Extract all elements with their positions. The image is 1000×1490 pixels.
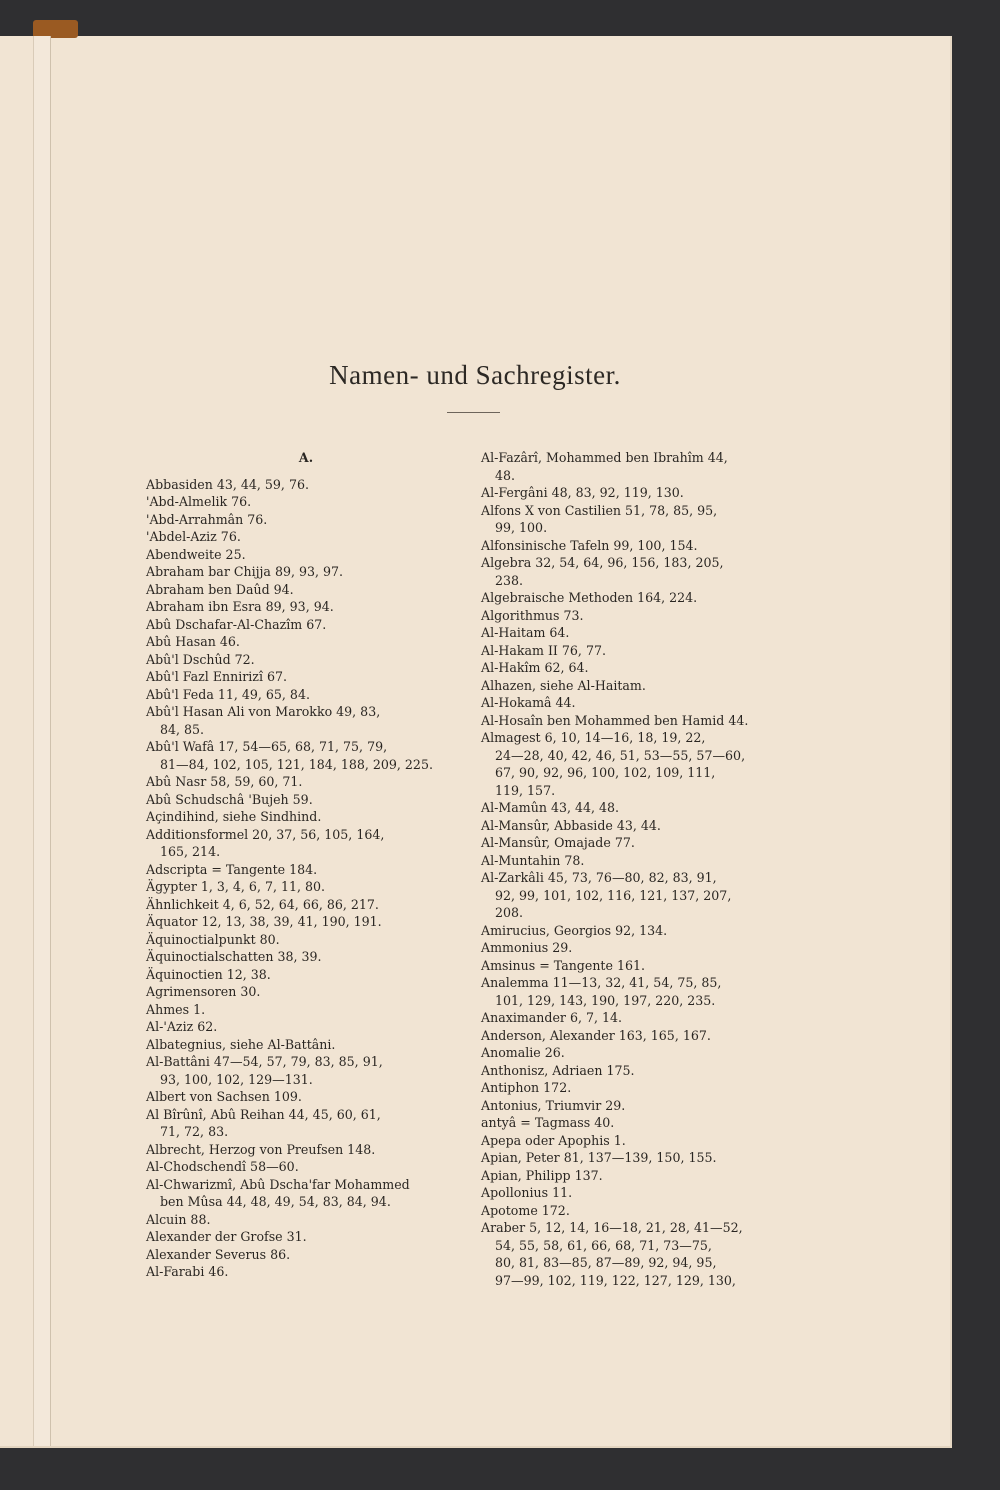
entry-line: Anaximander 6, 7, 14.	[481, 1010, 623, 1025]
entry-line: Abû'l Hasan Ali von Marokko 49, 83,	[146, 704, 381, 719]
index-entry	[146, 896, 476, 914]
entry-line: Äquinoctialschatten 38, 39.	[146, 949, 322, 964]
title-divider	[447, 412, 500, 413]
index-entry	[481, 624, 811, 642]
entry-line: Almagest 6, 10, 14—16, 18, 19, 22,	[481, 730, 706, 745]
entry-line: Algorithmus 73.	[481, 607, 584, 623]
entry-continuation-line: ben Mûsa 44, 48, 49, 54, 83, 84, 94.	[160, 1194, 391, 1209]
entry-line: Al-Chwarizmî, Abû Dscha'far Mohammed	[146, 1176, 410, 1192]
entry-line: Algebraische Methoden 164, 224.	[481, 590, 698, 605]
entry-line: Antonius, Triumvir 29.	[481, 1097, 626, 1113]
index-entry	[146, 1018, 476, 1036]
index-entry	[146, 966, 476, 984]
index-entry	[146, 1176, 476, 1211]
index-entry	[481, 1009, 811, 1027]
entry-continuation-line: 84, 85.	[160, 721, 205, 737]
entry-line: Al Bîrûnî, Abû Reihan 44, 45, 60, 61,	[146, 1106, 381, 1122]
entry-continuation-line: 238.	[495, 572, 524, 588]
entry-continuation-line: 165, 214.	[160, 844, 221, 859]
entry-line: Al-Mansûr, Omajade 77.	[481, 835, 635, 850]
entry-line: Agrimensoren 30.	[146, 984, 261, 999]
entry-line: Al-Battâni 47—54, 57, 79, 83, 85, 91,	[146, 1054, 383, 1069]
index-entry	[481, 1114, 811, 1132]
index-entry	[146, 913, 476, 931]
entry-line: Abû'l Fazl Ennirizî 67.	[146, 669, 288, 684]
entry-line: Anderson, Alexander 163, 165, 167.	[481, 1027, 711, 1043]
entry-line: Apian, Peter 81, 137—139, 150, 155.	[481, 1150, 717, 1165]
index-entry	[146, 791, 476, 809]
entry-line: Al-Muntahin 78.	[481, 852, 585, 868]
entry-continuation-line: 99, 100.	[495, 520, 548, 535]
entry-line: Al-Hokamâ 44.	[481, 695, 576, 710]
entry-line: Al-Hosaîn ben Mohammed ben Hamid 44.	[481, 712, 749, 728]
index-entry	[481, 1132, 811, 1150]
entry-line: Abendweite 25.	[146, 546, 246, 562]
index-entry	[481, 1219, 811, 1289]
index-entry	[481, 1062, 811, 1080]
entry-continuation-line: 93, 100, 102, 129—131.	[160, 1071, 313, 1087]
entry-line: Amsinus = Tangente 161.	[481, 957, 645, 973]
entry-line: Albrecht, Herzog von Preufsen 148.	[146, 1141, 376, 1157]
index-entry	[146, 1053, 476, 1088]
index-entry	[481, 694, 811, 712]
index-entry	[481, 1202, 811, 1220]
entry-line: 'Abd-Arrahmân 76.	[146, 511, 268, 527]
entry-line: Ägypter 1, 3, 4, 6, 7, 11, 80.	[146, 879, 326, 894]
index-entry	[146, 1263, 476, 1281]
index-entry	[146, 931, 476, 949]
entry-line: 'Abdel-Aziz 76.	[146, 529, 241, 544]
index-entry	[146, 546, 476, 564]
index-entry	[146, 1088, 476, 1106]
entry-line: Amirucius, Georgios 92, 134.	[481, 922, 668, 938]
index-entry	[146, 528, 476, 546]
index-entry	[146, 878, 476, 896]
entry-line: Anomalie 26.	[481, 1045, 565, 1060]
entry-line: Abû Dschafar-Al-Chazîm 67.	[146, 616, 327, 632]
entry-line: Açindihind, siehe Sindhind.	[146, 809, 322, 824]
index-column-left	[146, 449, 476, 1281]
index-entry	[481, 659, 811, 677]
entry-line: Abraham ibn Esra 89, 93, 94.	[146, 599, 334, 614]
entry-line: Abû Nasr 58, 59, 60, 71.	[146, 774, 303, 789]
book-spine	[33, 36, 51, 1446]
entry-line: Abû'l Feda 11, 49, 65, 84.	[146, 686, 310, 702]
index-entry	[146, 1001, 476, 1019]
index-entry	[146, 808, 476, 826]
index-entry	[481, 939, 811, 957]
entry-line: Al-Fazârî, Mohammed ben Ibrahîm 44,	[481, 450, 728, 465]
entry-continuation-line: 92, 99, 101, 102, 116, 121, 137, 207,	[495, 887, 732, 903]
index-entry	[481, 1097, 811, 1115]
index-entry	[146, 1158, 476, 1176]
entry-line: Adscripta = Tangente 184.	[146, 861, 318, 877]
entry-line: Al-Farabi 46.	[146, 1264, 229, 1279]
index-entry	[481, 449, 811, 484]
entry-continuation-line: 48.	[495, 467, 516, 483]
entry-line: Antiphon 172.	[481, 1080, 572, 1095]
entry-line: Al-Zarkâli 45, 73, 76—80, 82, 83, 91,	[481, 870, 717, 885]
page-title: Namen- und Sachregister.	[329, 360, 621, 390]
index-entry	[146, 983, 476, 1001]
index-entry	[146, 1211, 476, 1229]
entry-line: Al-Mansûr, Abbaside 43, 44.	[481, 817, 661, 833]
entry-line: Alexander Severus 86.	[146, 1246, 291, 1262]
entry-line: Additionsformel 20, 37, 56, 105, 164,	[146, 826, 385, 842]
entry-continuation-line: 24—28, 40, 42, 46, 51, 53—55, 57—60,	[495, 747, 746, 763]
entry-line: Al-Fergâni 48, 83, 92, 119, 130.	[481, 485, 684, 500]
entry-line: Abbasiden 43, 44, 59, 76.	[146, 476, 309, 492]
index-entry	[146, 948, 476, 966]
entry-line: Apollonius 11.	[481, 1185, 573, 1200]
entry-line: Al-Mamûn 43, 44, 48.	[481, 800, 620, 815]
index-entry	[481, 974, 811, 1009]
index-entry	[146, 651, 476, 669]
entry-line: Alexander der Grofse 31.	[146, 1229, 307, 1244]
index-entry	[481, 589, 811, 607]
index-entry	[146, 598, 476, 616]
entry-line: Alfons X von Castilien 51, 78, 85, 95,	[481, 502, 718, 518]
index-entry	[146, 563, 476, 581]
entry-line: Ähnlichkeit 4, 6, 52, 64, 66, 86, 217.	[146, 896, 379, 912]
index-entry	[481, 852, 811, 870]
index-column-right	[481, 449, 811, 1289]
index-entry	[481, 1079, 811, 1097]
entry-continuation-line: 97—99, 102, 119, 122, 127, 129, 130,	[495, 1272, 736, 1288]
entry-line: Al-Haitam 64.	[481, 625, 570, 640]
index-entry	[481, 712, 811, 730]
entry-continuation-line: 71, 72, 83.	[160, 1124, 229, 1139]
entry-line: Äquinoctialpunkt 80.	[146, 931, 280, 947]
index-entry	[146, 1228, 476, 1246]
index-entry	[481, 869, 811, 922]
index-entry	[481, 554, 811, 589]
index-entry	[146, 861, 476, 879]
index-entry	[146, 493, 476, 511]
index-entry	[481, 817, 811, 835]
entry-line: Al-Hakam II 76, 77.	[481, 642, 606, 658]
index-entry	[146, 633, 476, 651]
index-entry	[481, 537, 811, 555]
index-entry	[146, 616, 476, 634]
entry-line: Al-Hakîm 62, 64.	[481, 660, 589, 675]
index-entry	[146, 1246, 476, 1264]
index-entry	[481, 799, 811, 817]
entry-line: Al-Chodschendî 58—60.	[146, 1159, 299, 1174]
entry-line: Äquinoctien 12, 38.	[146, 966, 271, 982]
index-entry	[481, 834, 811, 852]
entry-continuation-line: 119, 157.	[495, 782, 556, 798]
entry-line: Ahmes 1.	[146, 1001, 206, 1017]
index-entry	[146, 668, 476, 686]
index-entry	[481, 1044, 811, 1062]
entry-line: antyâ = Tagmass 40.	[481, 1115, 615, 1130]
index-entry	[481, 502, 811, 537]
index-entry	[481, 607, 811, 625]
entry-line: Äquator 12, 13, 38, 39, 41, 190, 191.	[146, 914, 382, 929]
index-entry	[481, 729, 811, 799]
index-entry	[146, 826, 476, 861]
index-entry	[481, 677, 811, 695]
entry-continuation-line: 67, 90, 92, 96, 100, 102, 109, 111,	[495, 765, 716, 780]
entry-line: Al-'Aziz 62.	[146, 1019, 218, 1034]
entry-continuation-line: 81—84, 102, 105, 121, 184, 188, 209, 225.	[160, 756, 433, 772]
index-entry	[481, 957, 811, 975]
index-entry	[146, 1141, 476, 1159]
index-entry	[146, 1036, 476, 1054]
entry-line: Abû'l Dschûd 72.	[146, 651, 255, 667]
index-entry	[146, 1106, 476, 1141]
entry-line: Anthonisz, Adriaen 175.	[481, 1062, 635, 1078]
entry-line: Algebra 32, 54, 64, 96, 156, 183, 205,	[481, 555, 724, 570]
entry-line: 'Abd-Almelik 76.	[146, 494, 252, 509]
entry-line: Abû'l Wafâ 17, 54—65, 68, 71, 75, 79,	[146, 739, 388, 754]
index-entry	[146, 773, 476, 791]
entry-line: Albategnius, siehe Al-Battâni.	[146, 1036, 336, 1052]
entry-line: Abû Hasan 46.	[146, 634, 240, 649]
index-entry	[146, 511, 476, 529]
entry-line: Ammonius 29.	[481, 940, 573, 955]
entry-line: Albert von Sachsen 109.	[146, 1089, 302, 1104]
index-entry	[481, 1167, 811, 1185]
index-entry	[481, 484, 811, 502]
entry-line: Analemma 11—13, 32, 41, 54, 75, 85,	[481, 975, 722, 990]
index-entry	[146, 703, 476, 738]
section-heading: A.	[298, 450, 314, 465]
index-entry	[481, 642, 811, 660]
entry-line: Alfonsinische Tafeln 99, 100, 154.	[481, 537, 698, 553]
entry-line: Apotome 172.	[481, 1202, 570, 1218]
entry-line: Alcuin 88.	[146, 1211, 211, 1227]
index-entry	[146, 581, 476, 599]
entry-continuation-line: 80, 81, 83—85, 87—89, 92, 94, 95,	[495, 1255, 717, 1270]
index-entry	[146, 738, 476, 773]
index-entry	[481, 1027, 811, 1045]
entry-line: Abû Schudschâ 'Bujeh 59.	[146, 791, 313, 807]
entry-line: Apepa oder Apophis 1.	[481, 1132, 626, 1148]
entry-line: Abraham ben Daûd 94.	[146, 581, 294, 597]
index-entry	[146, 476, 476, 494]
index-entry	[481, 1184, 811, 1202]
entry-continuation-line: 101, 129, 143, 190, 197, 220, 235.	[495, 992, 716, 1008]
entry-line: Apian, Philipp 137.	[481, 1167, 603, 1183]
entry-continuation-line: 54, 55, 58, 61, 66, 68, 71, 73—75,	[495, 1237, 712, 1253]
entry-line: Alhazen, siehe Al-Haitam.	[481, 677, 646, 693]
entry-line: Araber 5, 12, 14, 16—18, 21, 28, 41—52,	[481, 1220, 743, 1235]
index-entry	[481, 1149, 811, 1167]
index-entry	[146, 686, 476, 704]
entry-line: Abraham bar Chijja 89, 93, 97.	[146, 564, 344, 579]
entry-continuation-line: 208.	[495, 905, 524, 920]
index-entry	[481, 922, 811, 940]
